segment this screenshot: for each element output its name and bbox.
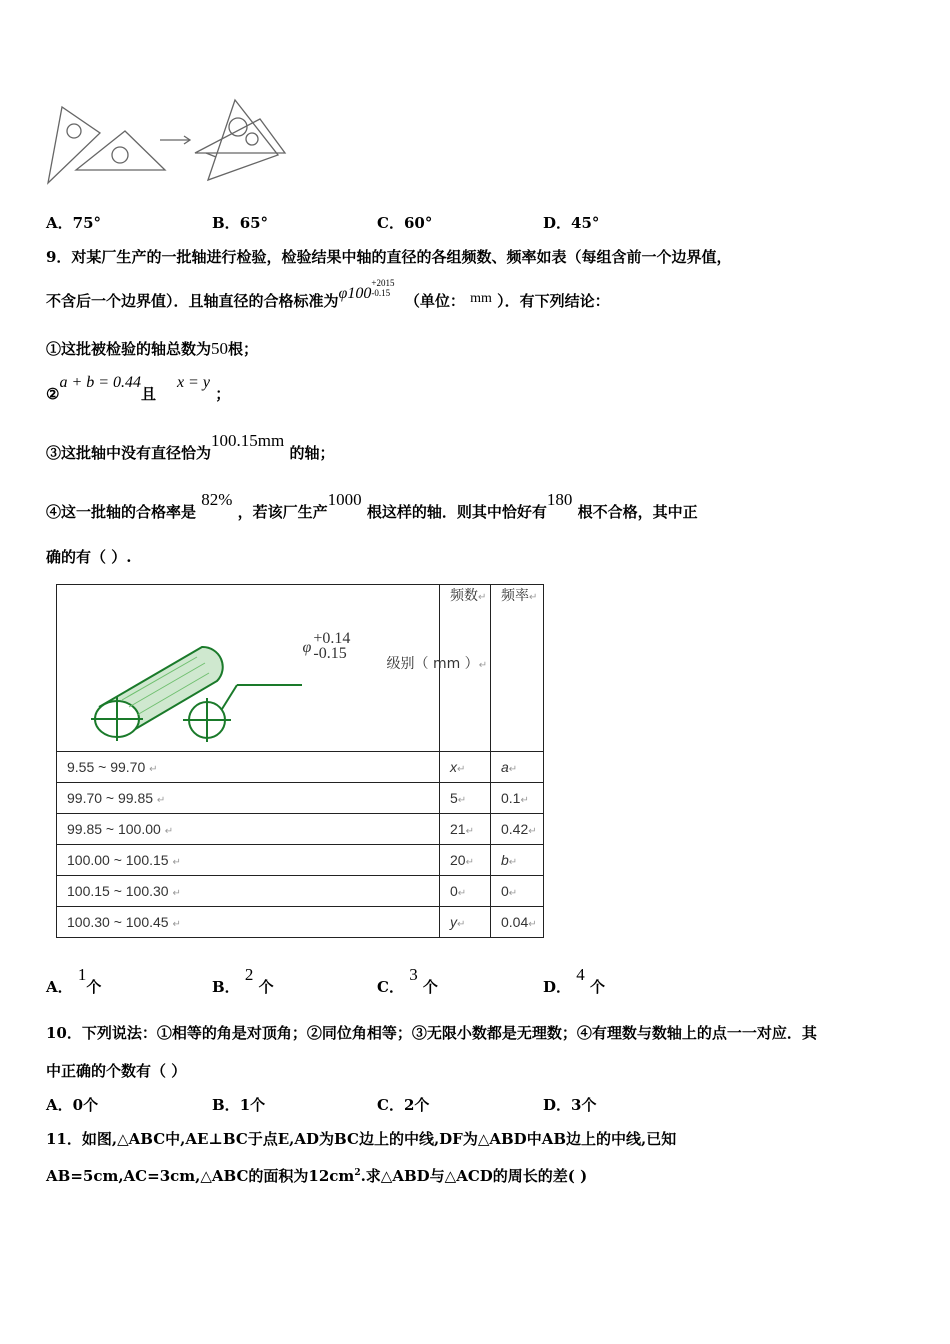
q9-statement-4: ④这一批轴的合格率是 82% ，若该厂生产1000 根这样的轴．则其中恰好有180 根不合格，其中正 (46, 490, 698, 521)
q10-option-d[interactable]: D．3个 (543, 1096, 597, 1114)
q8-option-c[interactable]: C．60° (377, 214, 433, 232)
q10-option-c[interactable]: C．2个 (377, 1096, 430, 1114)
triangle-rulers-figure (40, 95, 300, 190)
q9-statement-2: ②a + b = 0.44且 x = y ； (46, 374, 231, 403)
q9-statement-1: ①这批被检验的轴总数为50根； (46, 339, 259, 358)
shaft-figure (77, 615, 327, 745)
q9-statement-3: ③这批轴中没有直径恰为100.15mm 的轴； (46, 431, 335, 462)
ruler-left-flat (76, 131, 165, 170)
table-row: 100.30 ~ 100.45 ↵ y↵ 0.04↵ (57, 907, 544, 938)
q10-option-a[interactable]: A．0个 (46, 1096, 99, 1114)
q9-stem-last: 确的有（ ）. (46, 548, 132, 566)
header-frequency-count: 频数↵ (440, 585, 491, 752)
q9-option-d[interactable]: D． 4 个 (543, 965, 605, 996)
q9-option-b[interactable]: B． 2 个 (212, 965, 274, 996)
table-row: 99.85 ~ 100.00 ↵ 21↵ 0.42↵ (57, 814, 544, 845)
ruler-left-tall (48, 107, 100, 183)
q9-stem-line1: 9．对某厂生产的一批轴进行检验，检验结果中轴的直径的各组频数、频率如表（每组含前一个边界值， (46, 248, 732, 266)
q9-stem-line2: 不含后一个边界值）．且轴直径的合格标准为φ100 +2015 -0.15 （单位： mm ）．有下列结论： (46, 278, 610, 310)
q9-option-a[interactable]: A． 1个 (46, 965, 102, 996)
q8-option-d[interactable]: D．45° (543, 214, 600, 232)
table-row: 100.15 ~ 100.30 ↵ 0↵ 0↵ (57, 876, 544, 907)
table-header-row (57, 585, 544, 752)
level-label: 级别（ mm ）↵ (386, 655, 488, 672)
table-figure-cell: φ +0.14 -0.15 级别（ mm ）↵ (57, 585, 440, 752)
unit-mm: mm (470, 291, 492, 306)
table-row: 9.55 ~ 99.70 ↵ x↵ a↵ (57, 752, 544, 783)
q8-option-a[interactable]: A．75° (46, 214, 102, 232)
phi-100: φ100 (338, 285, 372, 302)
q10-option-b[interactable]: B．1个 (212, 1096, 266, 1114)
table-row: 99.70 ~ 99.85 ↵ 5↵ 0.1↵ (57, 783, 544, 814)
header-frequency-rate: 频率↵ (491, 585, 544, 752)
eq-a-plus-b: a + b = 0.44 (59, 374, 142, 391)
q8-option-b[interactable]: B．65° (212, 214, 269, 232)
q10-stem-line1: 10．下列说法：①相等的角是对顶角；②同位角相等；③无限小数都是无理数；④有理数与数轴上的点一一对应．其 (46, 1024, 817, 1042)
eq-x-equals-y: x = y (176, 374, 210, 391)
q10-stem-line2: 中正确的个数有（ ） (46, 1062, 187, 1080)
q11-stem-line1: 11．如图,△ABC中,AE⊥BC于点E,AD为BC边上的中线,DF为△ABD中AB边上的中线,已知 (46, 1130, 677, 1148)
q9-option-c[interactable]: C． 3 个 (377, 965, 438, 996)
table-row: 100.00 ~ 100.15 ↵ 20↵ b↵ (57, 845, 544, 876)
q11-stem-line2: AB=5cm,AC=3cm,△ABC的面积为$12cm^2$.求△ABD与△ACD的周长的差( ) (46, 1167, 588, 1185)
frequency-table (56, 584, 544, 938)
